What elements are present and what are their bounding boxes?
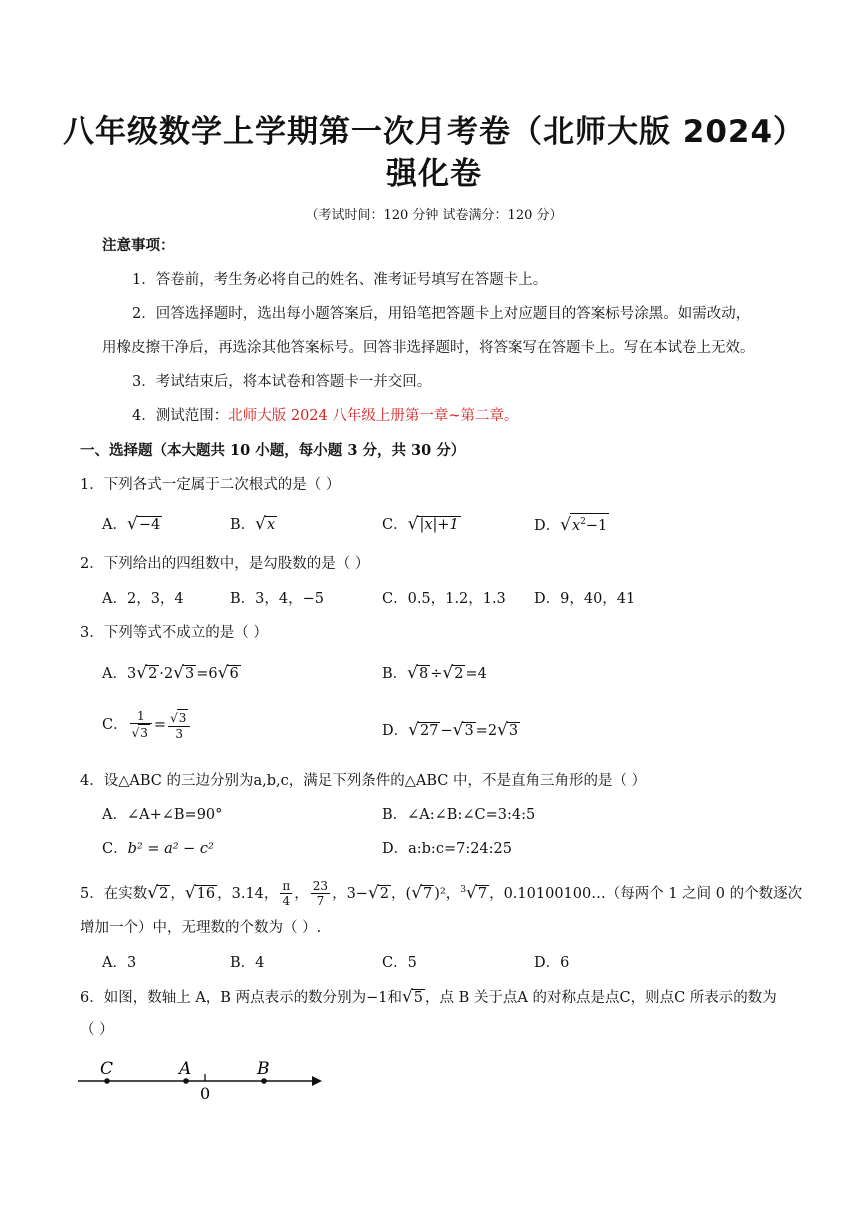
- notice-heading: 注意事项：: [102, 237, 175, 254]
- question-2-option-d: D．9，40，41: [534, 591, 636, 607]
- notice-item-4: [132, 406, 519, 426]
- notice-test-range: 北师大版 2024 八年级上册第一章~第二章。: [228, 408, 519, 424]
- question-2-stem: 2．下列给出的四组数中，是勾股数的是（ ）: [80, 556, 370, 572]
- question-2-option-a: A．2，3，4: [102, 591, 184, 607]
- question-3-option-a: A．3√2 ·2√3 =6√6: [102, 663, 239, 683]
- number-line-figure: [76, 1052, 326, 1102]
- notice-item-2-cont: 用橡皮擦干净后，再选涂其他答案标号。回答非选择题时，将答案写在答题卡上。写在本试卷上无效。: [102, 340, 755, 356]
- question-5-stem-cont: 增加一个）中，无理数的个数为（ ）.: [80, 920, 322, 936]
- question-3-option-b: B．√8 ÷√2 =4: [382, 663, 487, 683]
- question-4-option-b: B．∠A:∠B:∠C=3:4:5: [382, 807, 536, 823]
- point-a-dot: [183, 1078, 189, 1084]
- section-1-heading: 一、选择题（本大题共 10 小题，每小题 3 分，共 30 分）: [80, 442, 466, 459]
- question-1-option-c: C．√|x|+1: [382, 514, 459, 534]
- question-4-option-a: A．∠A+∠B=90°: [102, 807, 223, 823]
- notice-item-3: 3．考试结束后，将本试卷和答题卡一并交回。: [132, 374, 432, 390]
- question-2-option-c: C．0.5，1.2，1.3: [382, 591, 506, 607]
- point-a-label: A: [179, 1059, 192, 1079]
- exam-subtitle: （考试时间：120 分钟 试卷满分：120 分）: [305, 208, 563, 223]
- question-4-option-d: D．a:b:c=7:24:25: [382, 841, 512, 857]
- question-5-option-b: B．4: [230, 955, 265, 971]
- question-3-option-c: C． $\frac{1}{√3}$ = $\frac{√3}{3}$: [102, 709, 192, 741]
- question-3-stem: 3．下列等式不成立的是（ ）: [80, 625, 268, 641]
- point-b-dot: [261, 1078, 267, 1084]
- notice-item-2: 2．回答选择题时，选出每小题答案后，用铅笔把答题卡上对应题目的答案标号涂黑。如需改动，: [132, 306, 751, 322]
- question-6-stem: 6．如图，数轴上 A，B 两点表示的数分别为−1和√5 ，点 B 关于点A 的对称点是点C，则点C 所表示的数为: [80, 987, 777, 1007]
- question-5-stem: 5．在实数√2 ，√16 ，3.14， $\frac{\pi}{4}$ ， $\frac{23}{7}$ ，3−√2 ，(√7 )²，$^3$√7 ，0.10100100…（每两个 1 之间 0 的个数逐次: [80, 879, 803, 909]
- exam-title-line1: 八年级数学上学期第一次月考卷（北师大版 2024）: [62, 114, 806, 150]
- point-c-label: C: [100, 1059, 114, 1079]
- question-3-option-d: D．√27 −√3 =2√3: [382, 720, 519, 740]
- question-1-option-b: B．√x: [230, 514, 276, 534]
- question-5-option-d: D．6: [534, 955, 570, 971]
- question-5-option-c: C．5: [382, 955, 417, 971]
- question-1-option-d: D．$√x^2-1$: [534, 514, 608, 535]
- question-5-option-a: A．3: [102, 955, 137, 971]
- exam-title-line2: 强化卷: [386, 156, 482, 192]
- question-6-stem-cont: （ ）: [80, 1022, 114, 1038]
- question-1-option-a: A．√−4: [102, 514, 161, 534]
- origin-label: 0: [200, 1084, 211, 1102]
- question-2-option-b: B．3，4，−5: [230, 591, 324, 607]
- question-1-stem: 1．下列各式一定属于二次根式的是（ ）: [80, 477, 341, 493]
- notice-item-1: 1．答卷前，考生务必将自己的姓名、准考证号填写在答题卡上。: [132, 272, 548, 288]
- question-4-stem: 4．设△ABC 的三边分别为a,b,c，满足下列条件的△ABC 中，不是直角三角形的是（ ）: [80, 773, 647, 789]
- point-c-dot: [104, 1078, 110, 1084]
- number-line-arrow-icon: [312, 1076, 322, 1086]
- notice-item-4-prefix: 4．测试范围：: [132, 408, 229, 424]
- point-b-label: B: [257, 1059, 270, 1079]
- question-4-option-c: C．b² = a² − c²: [102, 841, 214, 857]
